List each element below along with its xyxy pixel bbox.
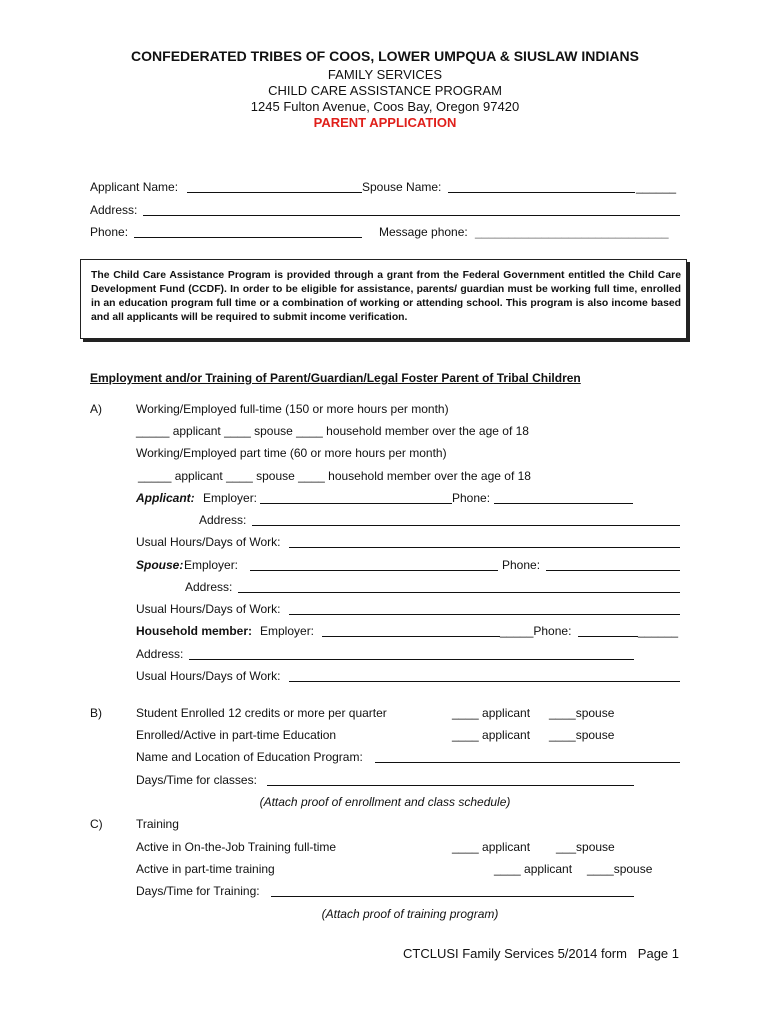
household-address-field[interactable] (189, 659, 634, 660)
full-time-checks[interactable]: _____ applicant ____ spouse ____ household member over the age of 18 (136, 424, 529, 438)
address-field[interactable] (143, 215, 680, 216)
applicant-hours-field[interactable] (289, 547, 680, 548)
education-program-label: Name and Location of Education Program: (136, 750, 363, 764)
household-phone-label: _____Phone: (500, 624, 572, 638)
applicant-employer-label: Employer: (203, 491, 258, 505)
ojt-label: Active in On-the-Job Training full-time (136, 840, 337, 854)
pt-training-applicant-check[interactable]: ____ applicant (494, 862, 573, 876)
class-days-field[interactable] (267, 785, 634, 786)
education-program-field[interactable] (375, 762, 680, 763)
spouse-hours-field[interactable] (289, 614, 680, 615)
message-phone-label: Message phone: (379, 225, 468, 239)
household-address-label: Address: (136, 647, 184, 661)
part-time-checks[interactable]: _____ applicant ____ spouse ____ household member over the age of 18 (138, 469, 531, 483)
org-address: 1245 Fulton Avenue, Coos Bay, Oregon 97420 (250, 99, 520, 114)
applicant-hours-label: Usual Hours/Days of Work: (136, 535, 281, 549)
address-label: Address: (90, 203, 138, 217)
class-days-label: Days/Time for classes: (136, 773, 257, 787)
spouse-phone-label: Phone: (502, 558, 541, 572)
form-title: PARENT APPLICATION (313, 115, 457, 130)
spouse-name-field[interactable] (448, 192, 635, 193)
ojt-spouse-check[interactable]: ___spouse (556, 840, 615, 854)
applicant-phone-label: Phone: (452, 491, 491, 505)
household-employer-heading: Household member: (136, 624, 253, 638)
org-name: CONFEDERATED TRIBES OF COOS, LOWER UMPQUA & SIUSLAW INDIANS (131, 48, 639, 64)
program-name: CHILD CARE ASSISTANCE PROGRAM (268, 83, 502, 98)
spouse-employer-heading: Spouse: (136, 558, 184, 572)
section-title: Employment and/or Training of Parent/Guardian/Legal Foster Parent of Tribal Children (90, 371, 581, 385)
notice-text: The Child Care Assistance Program is provided through a grant from the Federal Government entitled the Child Care Development Fund (CCDF). In order to be eligible for assistance, parents/ guardian must be working full time, enrolled in an education program full time or a combination of working or attending school. This program is also income based and all applicants will be required to submit income verification. (91, 270, 681, 323)
phone-label: Phone: (90, 225, 129, 239)
spouse-phone-field[interactable] (546, 570, 680, 571)
department: FAMILY SERVICES (327, 67, 443, 82)
training-proof-note: (Attach proof of training program) (321, 907, 499, 921)
student-full-time-label: Student Enrolled 12 credits or more per quarter (136, 706, 387, 720)
household-employer-label: Employer: (260, 624, 315, 638)
training-days-field[interactable] (271, 896, 634, 897)
applicant-phone-field[interactable] (494, 503, 633, 504)
applicant-employer-field[interactable] (260, 503, 452, 504)
section-c-letter: C) (90, 817, 103, 831)
full-time-label: Working/Employed full-time (150 or more hours per month) (136, 402, 449, 416)
household-phone-trail: ______ (638, 624, 679, 638)
applicant-name-field[interactable] (187, 192, 362, 193)
household-employer-field[interactable] (322, 636, 500, 637)
applicant-name-label: Applicant Name: (90, 180, 179, 194)
household-hours-field[interactable] (289, 681, 680, 682)
page-footer: CTCLUSI Family Services 5/2014 form Page 1 (403, 946, 679, 961)
part-time-label: Working/Employed part time (60 or more hours per month) (136, 446, 447, 460)
student-spouse-check[interactable]: ____spouse (549, 706, 615, 720)
spouse-name-trail: ______ (636, 180, 677, 194)
applicant-address-label: Address: (199, 513, 247, 527)
household-hours-label: Usual Hours/Days of Work: (136, 669, 281, 683)
pt-training-spouse-check[interactable]: ____spouse (587, 862, 653, 876)
spouse-hours-label: Usual Hours/Days of Work: (136, 602, 281, 616)
education-spouse-check[interactable]: ____spouse (549, 728, 615, 742)
student-applicant-check[interactable]: ____ applicant (452, 706, 531, 720)
section-a-letter: A) (90, 402, 102, 416)
message-phone-field[interactable]: _____________________________ (475, 225, 669, 239)
household-phone-field[interactable] (578, 636, 638, 637)
spouse-name-label: Spouse Name: (362, 180, 442, 194)
section-b-letter: B) (90, 706, 102, 720)
spouse-employer-label: Employer: (184, 558, 239, 572)
phone-field[interactable] (134, 237, 362, 238)
spouse-address-field[interactable] (238, 592, 680, 593)
applicant-address-field[interactable] (252, 525, 680, 526)
part-time-education-label: Enrolled/Active in part-time Education (136, 728, 337, 742)
training-days-label: Days/Time for Training: (136, 884, 260, 898)
spouse-address-label: Address: (185, 580, 233, 594)
education-applicant-check[interactable]: ____ applicant (452, 728, 531, 742)
notice-box (80, 259, 687, 339)
part-time-training-label: Active in part-time training (136, 862, 275, 876)
applicant-employer-heading: Applicant: (136, 491, 195, 505)
ojt-applicant-check[interactable]: ____ applicant (452, 840, 531, 854)
enrollment-proof-note: (Attach proof of enrollment and class schedule) (259, 795, 511, 809)
training-label: Training (136, 817, 179, 831)
spouse-employer-field[interactable] (250, 570, 498, 571)
